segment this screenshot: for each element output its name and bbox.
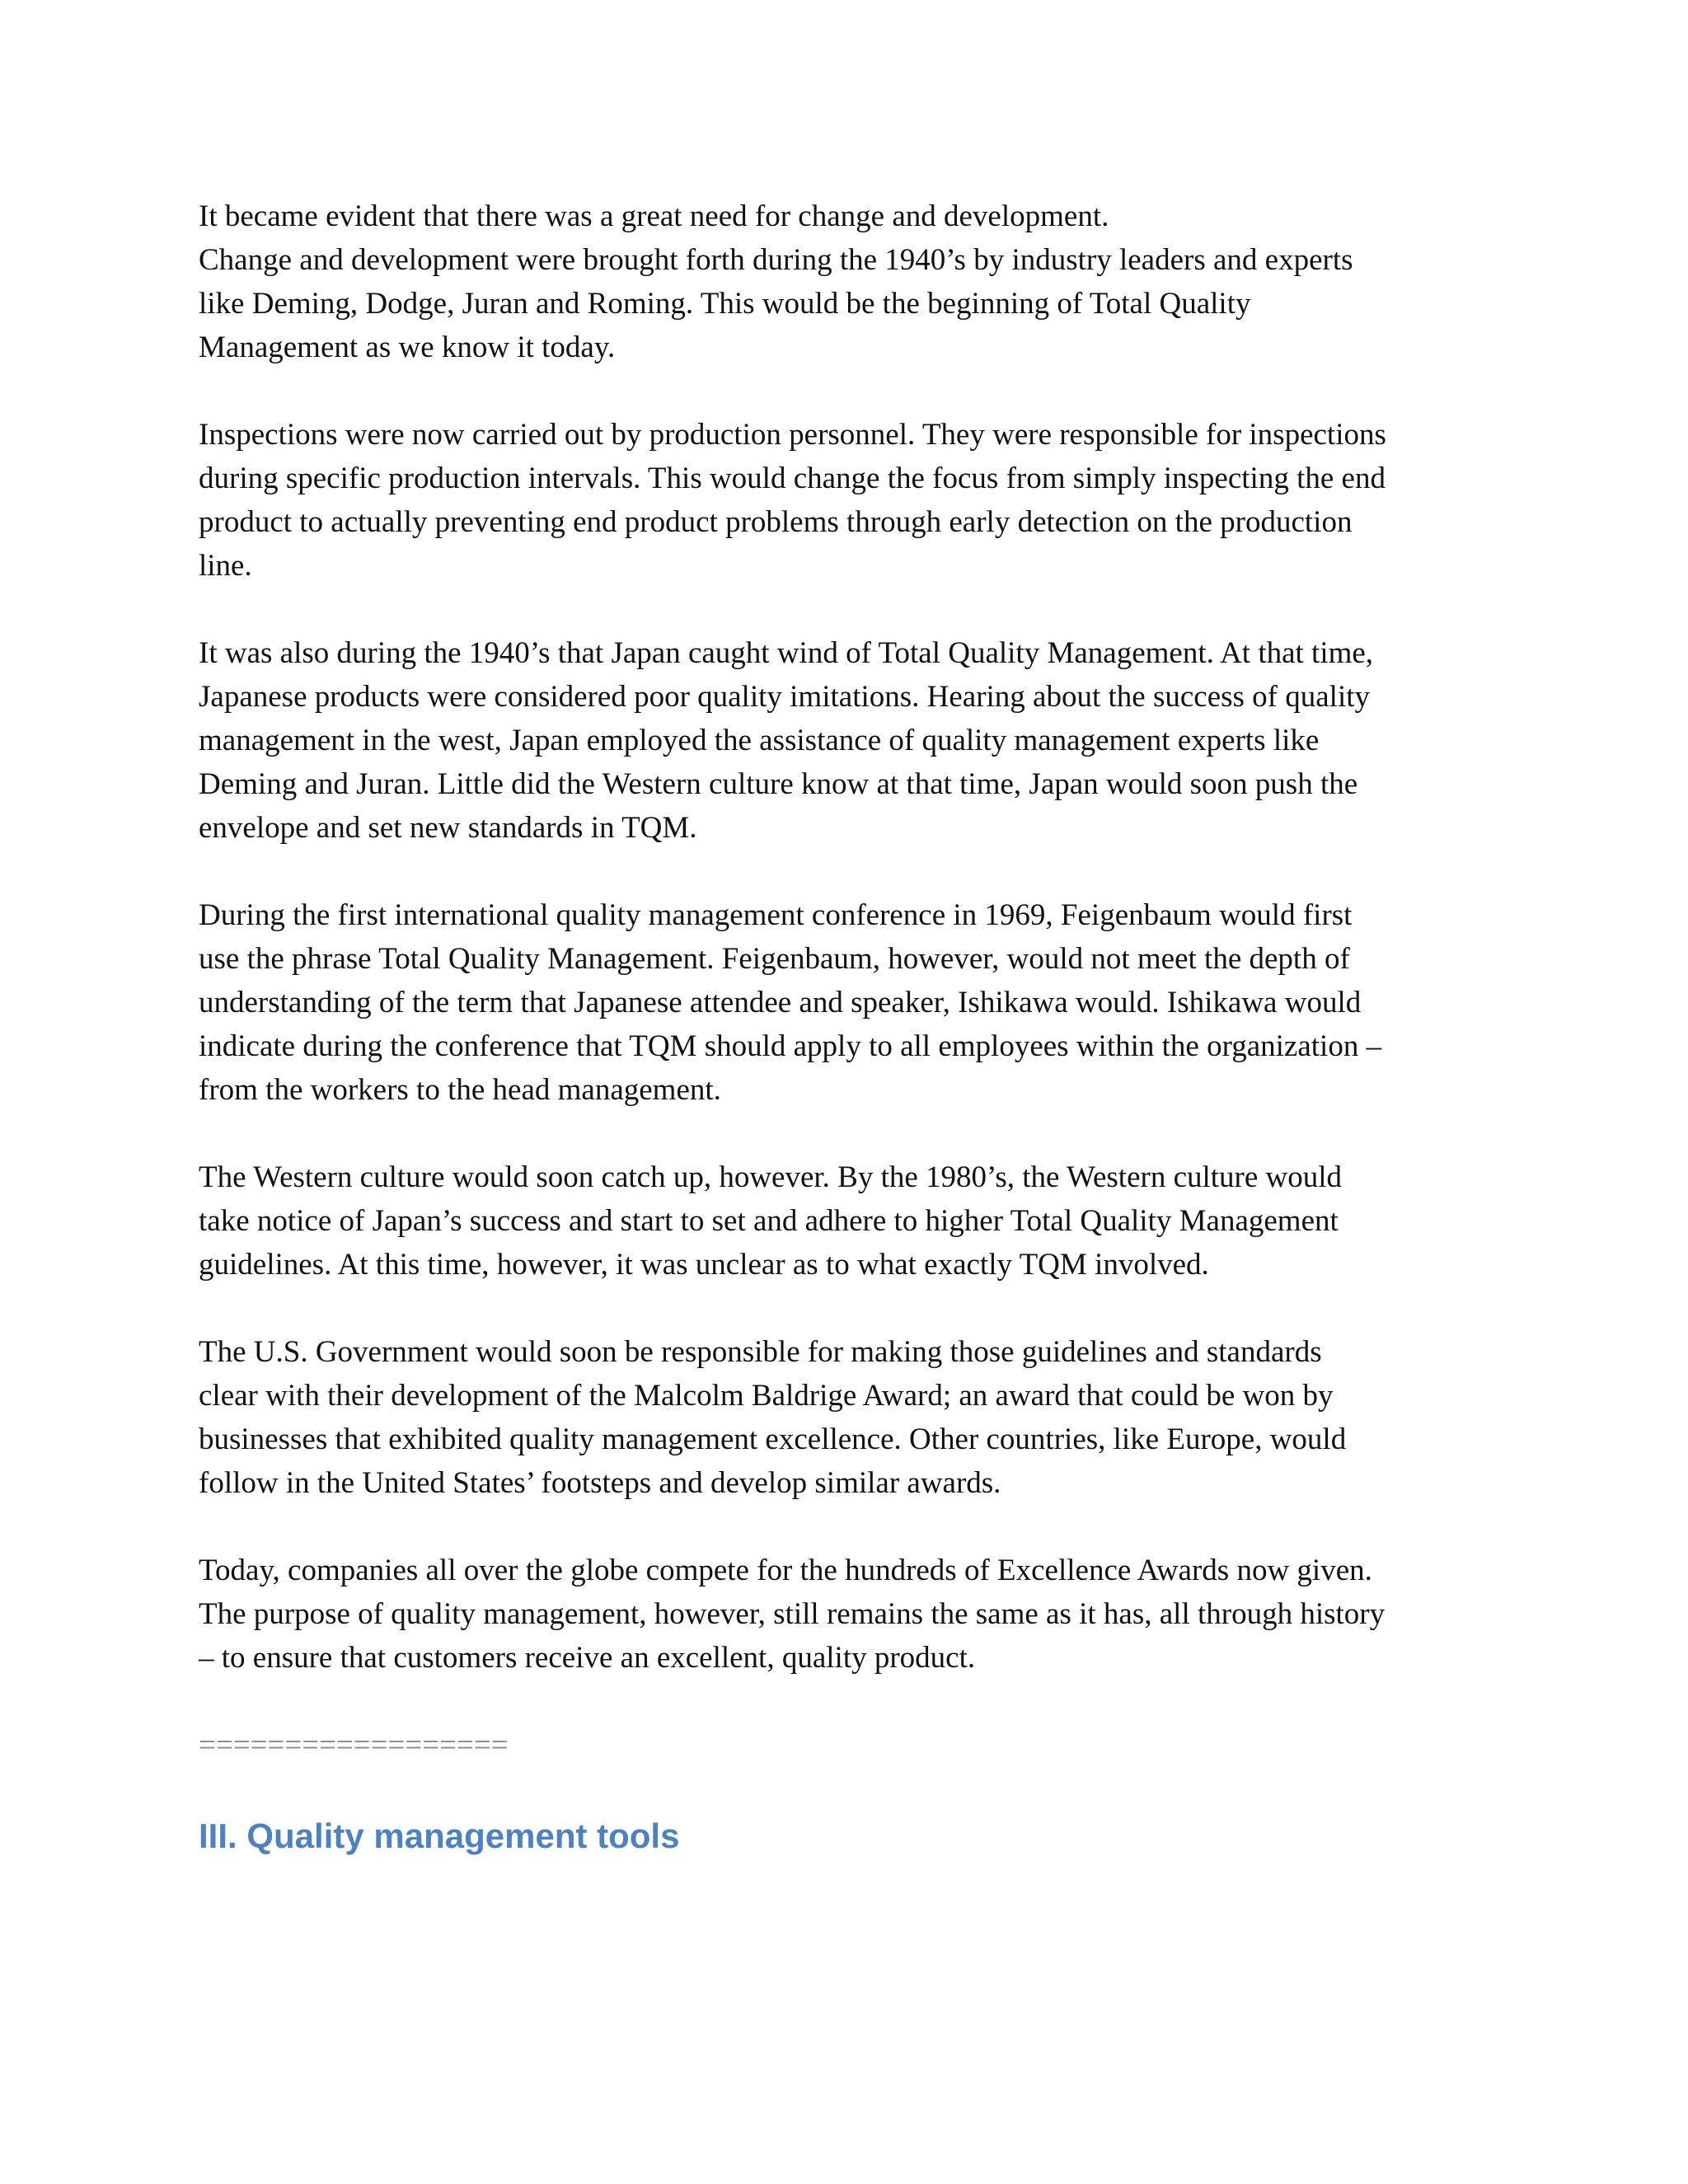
text-line: Inspections were now carried out by production personnel. They were responsible for inspections	[199, 418, 1386, 452]
text-line: during specific production intervals. This would change the focus from simply inspecting the end	[199, 462, 1386, 495]
text-line: understanding of the term that Japanese attendee and speaker, Ishikawa would. Ishikawa would	[199, 986, 1362, 1019]
text-line: from the workers to the head management.	[199, 1073, 721, 1107]
text-line: follow in the United States’ footsteps and develop similar awards.	[199, 1466, 1001, 1500]
text-line: The purpose of quality management, however, still remains the same as it has, all through history	[199, 1597, 1386, 1631]
text-line: use the phrase Total Quality Management. Feigenbaum, however, would not meet the depth of	[199, 942, 1350, 976]
text-line: Management as we know it today.	[199, 330, 616, 364]
section-divider: ==================	[199, 1728, 509, 1762]
text-line: like Deming, Dodge, Juran and Roming. This would be the beginning of Total Quality	[199, 287, 1251, 321]
paragraph-tqm-beginnings	[199, 194, 1493, 369]
text-line: It was also during the 1940’s that Japan caught wind of Total Quality Management. At that time,	[199, 636, 1374, 670]
text-line: product to actually preventing end product problems through early detection on the production	[199, 505, 1353, 539]
text-line: businesses that exhibited quality management excellence. Other countries, like Europe, would	[199, 1422, 1347, 1456]
text-line: envelope and set new standards in TQM.	[199, 811, 697, 845]
text-line: It became evident that there was a great need for change and development.	[199, 199, 1109, 233]
text-line: – to ensure that customers receive an excellent, quality product.	[199, 1641, 976, 1675]
paragraph-baldrige-award	[199, 1330, 1493, 1505]
paragraph-conference-1969	[199, 893, 1493, 1112]
text-line: The U.S. Government would soon be responsible for making those guidelines and standards	[199, 1335, 1322, 1369]
paragraph-japan	[199, 631, 1493, 850]
document-body	[199, 194, 1493, 1811]
text-line: Japanese products were considered poor quality imitations. Hearing about the success of quality	[199, 680, 1371, 714]
text-line: indicate during the conference that TQM should apply to all employees within the organization –	[199, 1029, 1382, 1063]
text-line: take notice of Japan’s success and start to set and adhere to higher Total Quality Management	[199, 1204, 1339, 1238]
text-line: Today, companies all over the globe compete for the hundreds of Excellence Awards now given.	[199, 1554, 1372, 1587]
text-line: Change and development were brought forth during the 1940’s by industry leaders and experts	[199, 243, 1353, 277]
paragraph-western-culture	[199, 1155, 1493, 1286]
text-line: During the first international quality management conference in 1969, Feigenbaum would first	[199, 898, 1353, 932]
section-heading: III. Quality management tools	[199, 1816, 680, 1855]
paragraph-inspections	[199, 413, 1493, 588]
text-line: guidelines. At this time, however, it was unclear as to what exactly TQM involved.	[199, 1248, 1209, 1282]
text-line: Deming and Juran. Little did the Western culture know at that time, Japan would soon push the	[199, 767, 1358, 801]
paragraph-today	[199, 1549, 1493, 1680]
text-line: The Western culture would soon catch up, however. By the 1980’s, the Western culture would	[199, 1160, 1343, 1194]
text-line: line.	[199, 549, 252, 583]
text-line: management in the west, Japan employed the assistance of quality management experts like	[199, 724, 1320, 757]
text-line: clear with their development of the Malcolm Baldrige Award; an award that could be won by	[199, 1379, 1334, 1413]
